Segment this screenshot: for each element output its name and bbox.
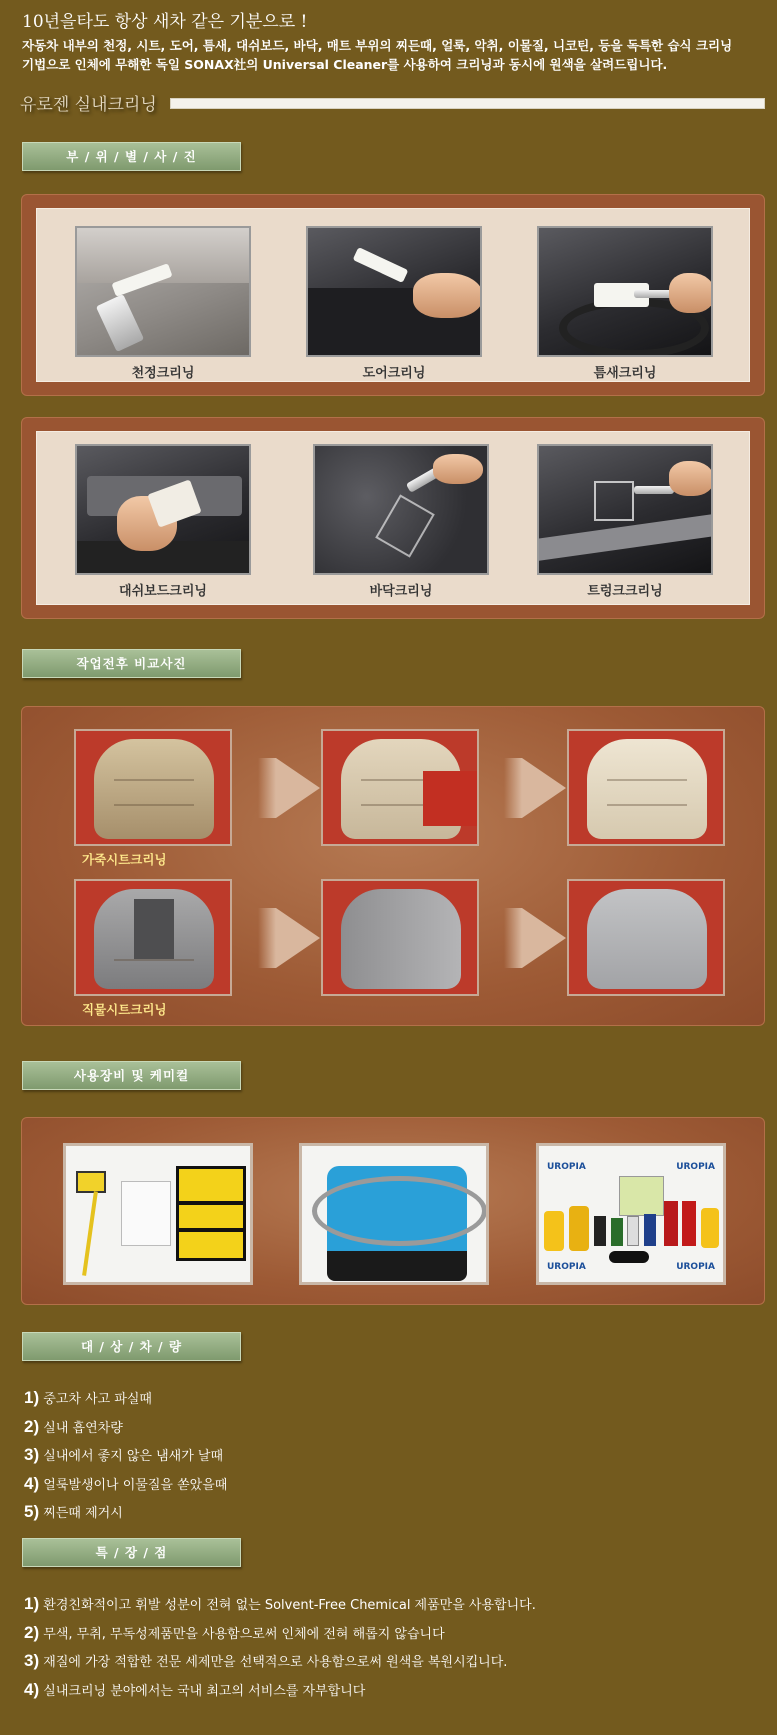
equipment-photo-extractor[interactable] — [299, 1143, 489, 1285]
fabric-seat-caption: 직물시트크리닝 — [82, 1002, 167, 1017]
arrow-right-icon — [522, 758, 566, 818]
arrow-right-icon — [522, 908, 566, 968]
floor-cleaning-photo — [313, 444, 489, 575]
uropia-logo: UROPIA — [547, 1262, 586, 1272]
photo-caption: 천정크리닝 — [131, 366, 195, 381]
seat-shape — [94, 739, 214, 839]
section-label-features: 특 / 장 / 점 — [22, 1538, 241, 1567]
photo-caption: 틈새크리닝 — [593, 366, 657, 381]
leather-seat-caption: 가죽시트크리닝 — [82, 852, 167, 867]
photo-card-gap[interactable] — [537, 226, 713, 381]
parts-panel-1 — [21, 194, 765, 396]
target-vehicle-list — [24, 1385, 227, 1528]
description-line-2: 기법으로 인체에 무해한 독일 SONAX社의 Universal Cleaner를 사용하여 크리닝과 동시에 원색을 살려드립니다. — [22, 57, 668, 72]
fabric-after-photo[interactable] — [567, 879, 725, 996]
uropia-logo: UROPIA — [547, 1162, 586, 1172]
list-item: 2) 실내 흡연차량 — [24, 1416, 123, 1436]
photo-caption: 도어크리닝 — [362, 366, 426, 381]
leather-after-photo[interactable] — [567, 729, 725, 846]
photo-card-floor[interactable] — [313, 444, 489, 599]
section-label-equipment: 사용장비 및 케미컬 — [22, 1061, 241, 1090]
uropia-logo: UROPIA — [676, 1262, 715, 1272]
list-item: 4) 실내크리닝 분야에서는 국내 최고의 서비스를 자부합니다 — [24, 1679, 366, 1699]
arrow-tail — [258, 758, 276, 818]
list-item: 3) 실내에서 좋지 않은 냄새가 날때 — [24, 1445, 224, 1464]
fabric-during-photo[interactable] — [321, 879, 479, 996]
leather-before-photo[interactable] — [74, 729, 232, 846]
arrow-right-icon — [276, 908, 320, 968]
photo-caption: 트렁크크리닝 — [587, 584, 663, 599]
seat-shape — [587, 889, 707, 989]
features-list — [24, 1591, 536, 1705]
equipment-panel — [21, 1117, 765, 1305]
equipment-photo-tools[interactable] — [63, 1143, 253, 1285]
list-item: 4) 얼룩발생이나 이물질을 쏟았을때 — [24, 1473, 228, 1493]
arrow-tail — [504, 758, 522, 818]
brand-title: 유로젠 실내크리닝 — [20, 95, 157, 115]
parts-panel-2 — [21, 417, 765, 619]
section-label-targets: 대 / 상 / 차 / 량 — [22, 1332, 241, 1361]
uropia-logo: UROPIA — [676, 1162, 715, 1172]
list-item: 3) 재질에 가장 적합한 전문 세제만을 선택적으로 사용함으로써 원색을 복원시킵니다. — [24, 1651, 508, 1670]
door-cleaning-photo — [306, 226, 482, 357]
parts-panel-2-inner — [36, 431, 750, 605]
fabric-before-photo[interactable] — [74, 879, 232, 996]
brand-row — [20, 90, 765, 120]
compare-panel — [21, 706, 765, 1026]
list-item: 1) 환경친화적이고 휘발 성분이 전혀 없는 Solvent-Free Chemical 제품만을 사용합니다. — [24, 1594, 536, 1613]
arrow-right-icon — [276, 758, 320, 818]
equipment-photo-chemicals[interactable] — [536, 1143, 726, 1285]
ceiling-cleaning-photo — [75, 226, 251, 357]
photo-card-ceiling[interactable] — [75, 226, 251, 381]
section-label-compare: 작업전후 비교사진 — [22, 649, 241, 678]
list-item: 1) 중고차 사고 파실때 — [24, 1388, 152, 1407]
description-line-1: 자동차 내부의 천정, 시트, 도어, 틈새, 대쉬보드, 바닥, 매트 부위의 찌든때, 얼룩, 악취, 이물질, 니코틴, 등을 독특한 습식 크리닝 — [22, 38, 733, 53]
arrow-tail — [504, 908, 522, 968]
gap-cleaning-photo — [537, 226, 713, 357]
photo-card-dashboard[interactable] — [75, 444, 251, 599]
list-item: 5) 찌든때 제거시 — [24, 1502, 123, 1521]
list-item: 2) 무색, 무취, 무독성제품만을 사용함으로써 인체에 전혀 해롭지 않습니다 — [24, 1622, 445, 1642]
dashboard-cleaning-photo — [75, 444, 251, 575]
brand-divider-bar — [170, 98, 765, 109]
photo-caption: 대쉬보드크리닝 — [119, 584, 207, 599]
photo-card-trunk[interactable] — [537, 444, 713, 599]
leather-during-photo[interactable] — [321, 729, 479, 846]
seat-shape — [94, 889, 214, 989]
seat-shape — [587, 739, 707, 839]
seat-shape — [341, 889, 461, 989]
photo-card-door[interactable] — [306, 226, 482, 381]
section-label-parts: 부 / 위 / 별 / 사 / 진 — [22, 142, 241, 171]
intro-header — [22, 10, 762, 74]
headline: 10년을타도 항상 새차 같은 기분으로 ! — [22, 12, 308, 32]
parts-panel-1-inner — [36, 208, 750, 382]
arrow-tail — [258, 908, 276, 968]
photo-caption: 바닥크리닝 — [369, 584, 433, 599]
trunk-cleaning-photo — [537, 444, 713, 575]
